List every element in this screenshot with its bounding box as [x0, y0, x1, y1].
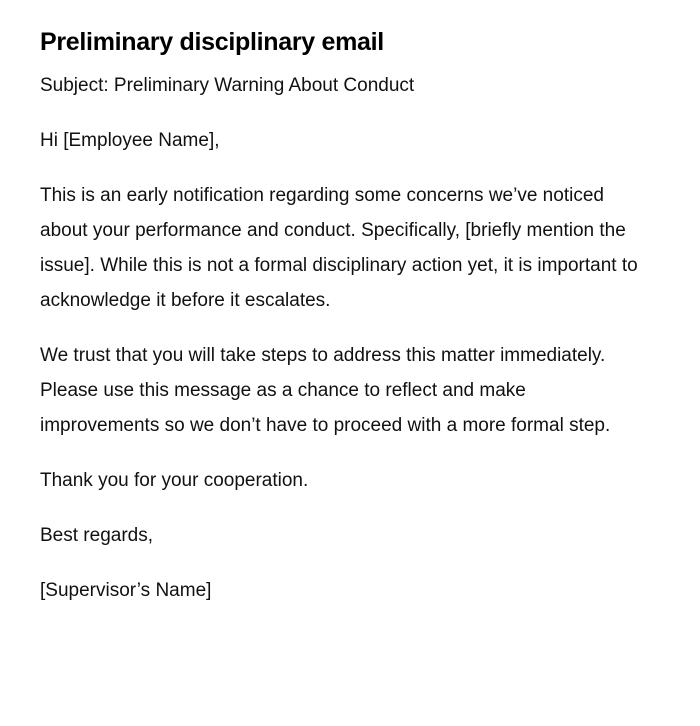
email-signature: [Supervisor’s Name]: [40, 580, 212, 601]
email-thanks-line: Thank you for your cooperation.: [40, 470, 309, 491]
email-greeting: Hi [Employee Name],: [40, 130, 220, 151]
email-subject-line: Subject: Preliminary Warning About Conduct: [40, 75, 415, 96]
document-title: Preliminary disciplinary email: [40, 28, 384, 56]
email-body-paragraph-2: We trust that you will take steps to address this matter immediately. Please use this message as a chance to reflect and make improvements so we don’t have to proceed with a more formal step.: [40, 345, 611, 436]
email-closing: Best regards,: [40, 525, 153, 546]
email-body-paragraph-1: This is an early notification regarding some concerns we’ve noticed about your performance and conduct. Specifically, [briefly mention the issue]. While this is not a formal disciplinary action yet, it is important to acknowledge it before it escalates.: [40, 185, 638, 311]
